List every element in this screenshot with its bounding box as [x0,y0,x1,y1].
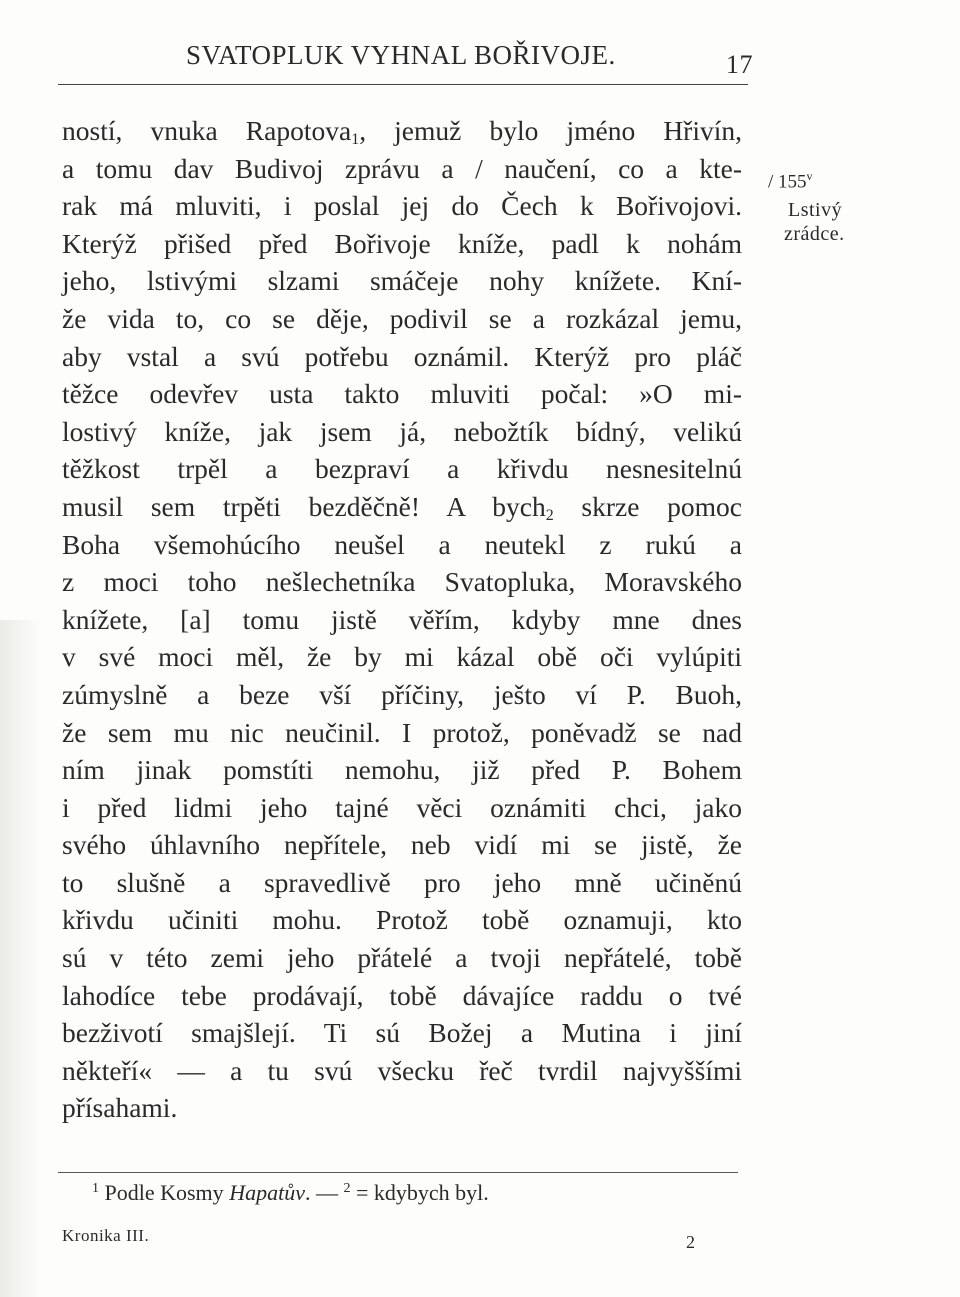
margin-notes [768,162,878,244]
text-line: sú v této zemi jeho přátelé a tvoji nepřátelé, tobě [62,942,742,974]
footnote-ref: 1 [351,131,360,148]
text-line: knížete, [a] tomu jistě věřím, kdyby mne dnes [62,603,742,635]
text-line: v své moci měl, že by mi kázal obě oči vylúpiti [62,641,742,673]
text-line: přísahami. [62,1092,178,1124]
text-line: i před lidmi jeho tajné věci oznámiti chci, jako [62,791,742,823]
text-line: zúmyslně a beze vší příčiny, ješto ví P. Buoh, [62,678,742,710]
text-line: aby vstal a svú potřebu oznámil. Kterýž pro pláč [62,340,742,372]
scan-shadow [0,620,40,1297]
footnote-mark: 1 [92,1181,99,1196]
running-title: SVATOPLUK VYHNAL BOŘIVOJE. [186,40,616,70]
text-line: musil sem trpěti bezděčně! A bych$_2$ skrze pomoc [62,490,742,524]
text-line: že sem mu nic neučinil. I protož, poněvadž se nad [62,716,742,748]
margin-note-line: zrádce. [784,223,845,246]
text-line: těžkost trpěl a bezpraví a křivdu nesnesitelnú [62,453,742,485]
text-line: jeho, lstivými slzami smáčeje nohy knížete. Kní- [62,265,742,297]
text-line: lostivý kníže, jak jsem já, nebožtík bídný, velikú [62,415,742,447]
margin-note-line: Lstivý [788,199,843,222]
text-line: a tomu dav Budivoj zprávu a / naučení, co a kte- [62,152,742,184]
footnote-italic: Hapatův [229,1180,305,1205]
header-rule [58,84,748,85]
text-line: že vida to, co se děje, podivil se a rozkázal jemu, [62,302,742,334]
page-number: 17 [726,50,753,79]
footnote: $^1$ Podle Kosmy Hapatův. — $^2$ = kdybych byl. [92,1180,489,1205]
signature-number: 2 [686,1232,695,1252]
text-line: ností, vnuka Rapotova$_1$, jemuž bylo jméno Hřivín, [62,115,742,148]
footnote-rule [58,1172,738,1173]
text-line: lahodíce tebe prodávají, tobě dávajíce raddu o tvé [62,979,742,1011]
folio-marker: / 155$^v$ [768,169,813,193]
text-line: to slušně a spravedlivě pro jeho mně učiněnú [62,866,742,898]
footnote-ref: 2 [545,506,554,524]
text-line: někteří« — a tu svú všecku řeč tvrdil najvyššími [62,1054,742,1086]
signature-label: Kronika III. [62,1226,150,1245]
text-line: rak má mluviti, i poslal jej do Čech k Bořivojovi. [62,190,742,222]
text-line: bezživotí smajšlejí. Ti sú Božej a Mutina i jiní [62,1017,742,1049]
text-line: těžce odevřev usta takto mluviti počal: »O mi- [62,378,742,410]
body-text [62,112,742,1127]
text-line: svého úhlavního nepřítele, neb vidí mi se jistě, že [62,829,742,861]
text-line: Kterýž přišed před Bořivoje kníže, padl k nohám [62,227,742,259]
text-line: Boha všemohúcího neušel a neutekl z rukú a [62,528,742,560]
footnote-mark: 2 [343,1181,351,1196]
text-line: z moci toho nešlechetníka Svatopluka, Moravského [62,566,742,598]
text-line: ním jinak pomstíti nemohu, již před P. Bohem [62,754,742,786]
text-line: křivdu učiniti mohu. Protož tobě oznamuji, kto [62,904,742,936]
